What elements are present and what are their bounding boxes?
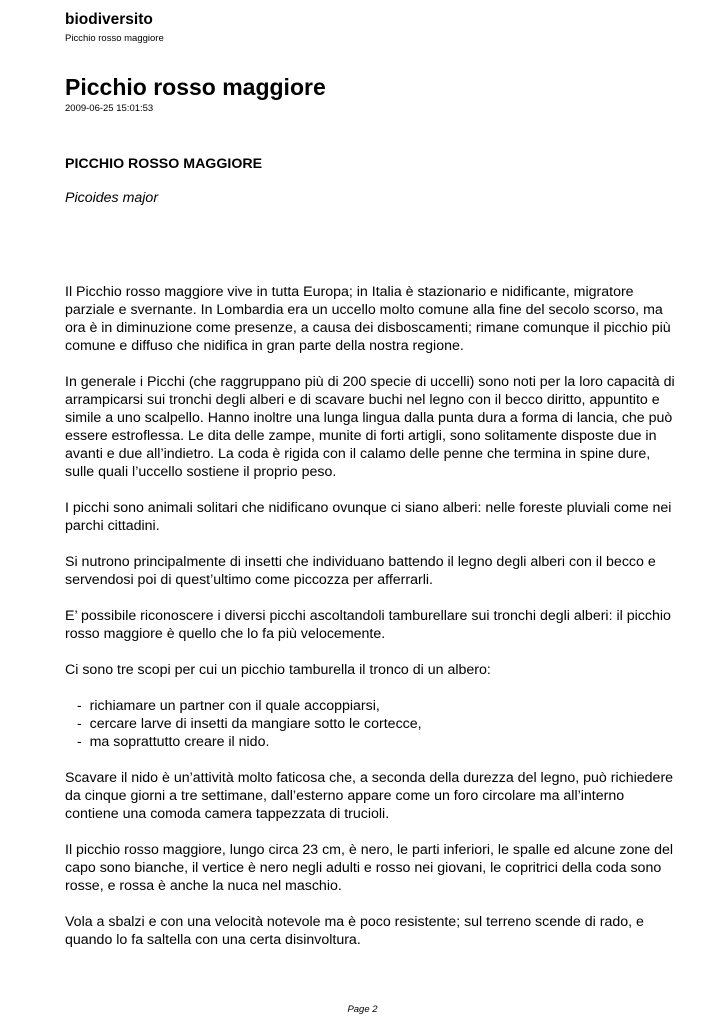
paragraph: Si nutrono principalmente di insetti che individuano battendo il legno degli alberi con il becco e servendosi poi di quest’ultimo come piccozza per afferrarli. — [65, 554, 656, 588]
list-item: - cercare larve di insetti da mangiare sotto le cortecce, — [77, 715, 675, 733]
paragraph: In generale i Picchi (che raggruppano più di 200 specie di uccelli) sono noti per la loro capacità di arrampicarsi sui tronchi degli alberi e di scavare buchi nel legno con il becco diritto, appuntito e simile a uno scalpello. Hanno inoltre una lunga lingua dalla punta dura a forma di lancia, che può essere estroflessa. Le dita delle zampe, munite di forti artigli, sono solitamente disposte due in avanti e due all’indietro. La coda è rigida con il calamo delle penne che termina in spine dure, sulle quali l’uccello sostiene il proprio peso. — [65, 374, 675, 480]
paragraph: E’ possibile riconoscere i diversi picchi ascoltandoli tamburellare sui tronchi degli alberi: il picchio rosso maggiore è quello che lo fa più velocemente. — [65, 608, 671, 642]
list-item: - richiamare un partner con il quale accoppiarsi, — [77, 697, 675, 715]
purpose-list — [65, 697, 675, 751]
paragraph: Il picchio rosso maggiore, lungo circa 23 cm, è nero, le parti inferiori, le spalle ed alcune zone del capo sono bianche, il vertice è nero negli adulti e rosso nei giovani, le copritrici della coda sono rosse, e rossa è anche la nuca nel maschio. — [65, 842, 674, 894]
site-name: biodiversito — [65, 11, 153, 28]
article-body — [65, 155, 675, 967]
page-number: Page 2 — [347, 1004, 378, 1015]
paragraph: Ci sono tre scopi per cui un picchio tamburella il tronco di un albero: — [65, 662, 491, 678]
article-heading: PICCHIO ROSSO MAGGIORE — [65, 156, 263, 172]
article-title: Picchio rosso maggiore — [65, 74, 326, 100]
paragraph: Scavare il nido è un’attività molto faticosa che, a seconda della durezza del legno, può richiedere da cinque giorni a tre settimane, dall’esterno appare come un foro circolare ma all’interno contiene una comoda camera tappezzata di trucioli. — [65, 770, 674, 822]
article-date: 2009-06-25 15:01:53 — [65, 103, 154, 114]
paragraph: Il Picchio rosso maggiore vive in tutta Europa; in Italia è stazionario e nidificante, migratore parziale e svernante. In Lombardia era un uccello molto comune alla fine del secolo scorso, ma ora è in diminuzione come presenze, a causa dei disboscamenti; rimane comunque il picchio più comune e diffuso che nidifica in gran parte della nostra regione. — [65, 284, 671, 354]
paragraph: Vola a sbalzi e con una velocità notevole ma è poco resistente; sul terreno scende di rado, e quando lo fa saltella con una certa disinvoltura. — [65, 914, 644, 948]
paragraph: I picchi sono animali solitari che nidificano ovunque ci siano alberi: nelle foreste pluviali come nei parchi cittadini. — [65, 500, 672, 534]
list-item: - ma soprattutto creare il nido. — [77, 733, 675, 751]
latin-name: Picoides major — [65, 190, 159, 206]
site-subtitle: Picchio rosso maggiore — [65, 33, 164, 44]
